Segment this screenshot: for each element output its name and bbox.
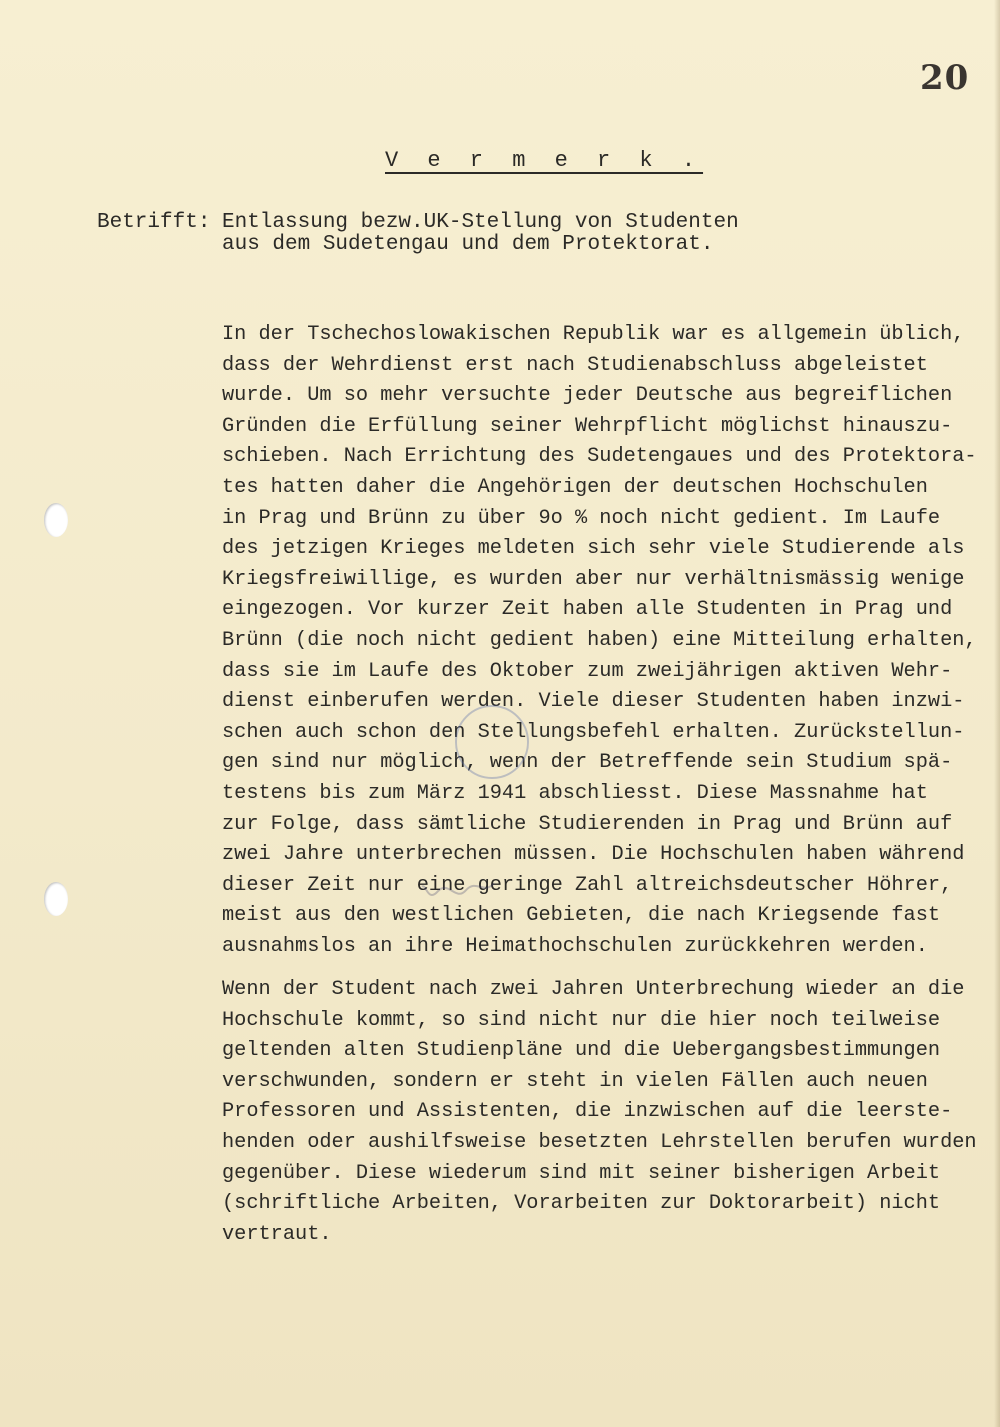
text-line: Professoren und Assistenten, die inzwischen auf die leerste- bbox=[222, 1100, 953, 1124]
document-heading: V e r m e r k . bbox=[385, 148, 704, 173]
text-line: Kriegsfreiwillige, es wurden aber nur verhältnismässig wenige bbox=[222, 567, 965, 591]
faint-stamp bbox=[455, 705, 529, 779]
punch-hole bbox=[44, 503, 68, 537]
text-line: dass der Wehrdienst erst nach Studienabschluss abgeleistet bbox=[222, 353, 928, 377]
text-line: vertraut. bbox=[222, 1222, 332, 1246]
subject-label: Betrifft: bbox=[97, 211, 211, 234]
text-line: schen auch schon den Stellungsbefehl erhalten. Zurückstellun- bbox=[222, 720, 965, 744]
text-line: gegenüber. Diese wiederum sind mit seiner bisherigen Arbeit bbox=[222, 1161, 941, 1185]
text-line: Wenn der Student nach zwei Jahren Unterbrechung wieder an die bbox=[222, 978, 965, 1001]
text-line: Hochschule kommt, so sind nicht nur die hier noch teilweise bbox=[222, 1008, 941, 1032]
text-line: gen sind nur möglich, wenn der Betreffende sein Studium spä- bbox=[222, 751, 953, 775]
text-line: dass sie im Laufe des Oktober zum zweijährigen aktiven Wehr- bbox=[222, 659, 953, 683]
text-line: Gründen die Erfüllung seiner Wehrpflicht möglichst hinauszu- bbox=[222, 414, 953, 438]
page-number: 20 bbox=[920, 58, 970, 98]
text-line: meist aus den westlichen Gebieten, die nach Kriegsende fast bbox=[222, 904, 941, 928]
page-edge-shadow bbox=[994, 0, 1000, 1427]
text-line: ausnahmslos an ihre Heimathochschulen zurückkehren werden. bbox=[222, 934, 928, 958]
text-line: verschwunden, sondern er steht in vielen Fällen auch neuen bbox=[222, 1069, 928, 1093]
text-line: des jetzigen Krieges meldeten sich sehr viele Studierende als bbox=[222, 537, 965, 561]
text-line: In der Tschechoslowakischen Republik war es allgemein üblich, bbox=[222, 323, 965, 346]
text-line: in Prag und Brünn zu über 9o % noch nicht gedient. Im Laufe bbox=[222, 506, 941, 530]
text-line: (schriftliche Arbeiten, Vorarbeiten zur Doktorarbeit) nicht bbox=[222, 1192, 941, 1216]
paragraph-1 bbox=[222, 320, 977, 962]
faint-ink-mark bbox=[418, 873, 499, 902]
text-line: zwei Jahre unterbrechen müssen. Die Hochschulen haben während bbox=[222, 843, 965, 867]
subject-line: Entlassung bezw.UK-Stellung von Studenten bbox=[222, 211, 739, 234]
text-line: wurde. Um so mehr versuchte jeder Deutsche aus begreiflichen bbox=[222, 384, 953, 408]
text-line: dienst einberufen werden. Viele dieser Studenten haben inzwi- bbox=[222, 690, 965, 714]
text-line: zur Folge, dass sämtliche Studierenden in Prag und Brünn auf bbox=[222, 812, 953, 836]
text-line: geltenden alten Studienpläne und die Uebergangsbestimmungen bbox=[222, 1039, 941, 1063]
text-line: Brünn (die noch nicht gedient haben) eine Mitteilung erhalten, bbox=[222, 628, 977, 652]
paragraph-2 bbox=[222, 975, 977, 1250]
punch-hole bbox=[44, 882, 68, 916]
text-line: schieben. Nach Errichtung des Sudetengaues und des Protektora- bbox=[222, 445, 977, 469]
text-line: tes hatten daher die Angehörigen der deutschen Hochschulen bbox=[222, 475, 928, 499]
text-line: eingezogen. Vor kurzer Zeit haben alle Studenten in Prag und bbox=[222, 598, 953, 622]
subject-line: aus dem Sudetengau und dem Protektorat. bbox=[222, 233, 714, 256]
text-line: dieser Zeit nur eine geringe Zahl altreichsdeutscher Höhrer, bbox=[222, 873, 953, 897]
text-line: henden oder aushilfsweise besetzten Lehrstellen berufen wurden bbox=[222, 1130, 977, 1154]
text-line: testens bis zum März 1941 abschliesst. Diese Massnahme hat bbox=[222, 781, 928, 805]
